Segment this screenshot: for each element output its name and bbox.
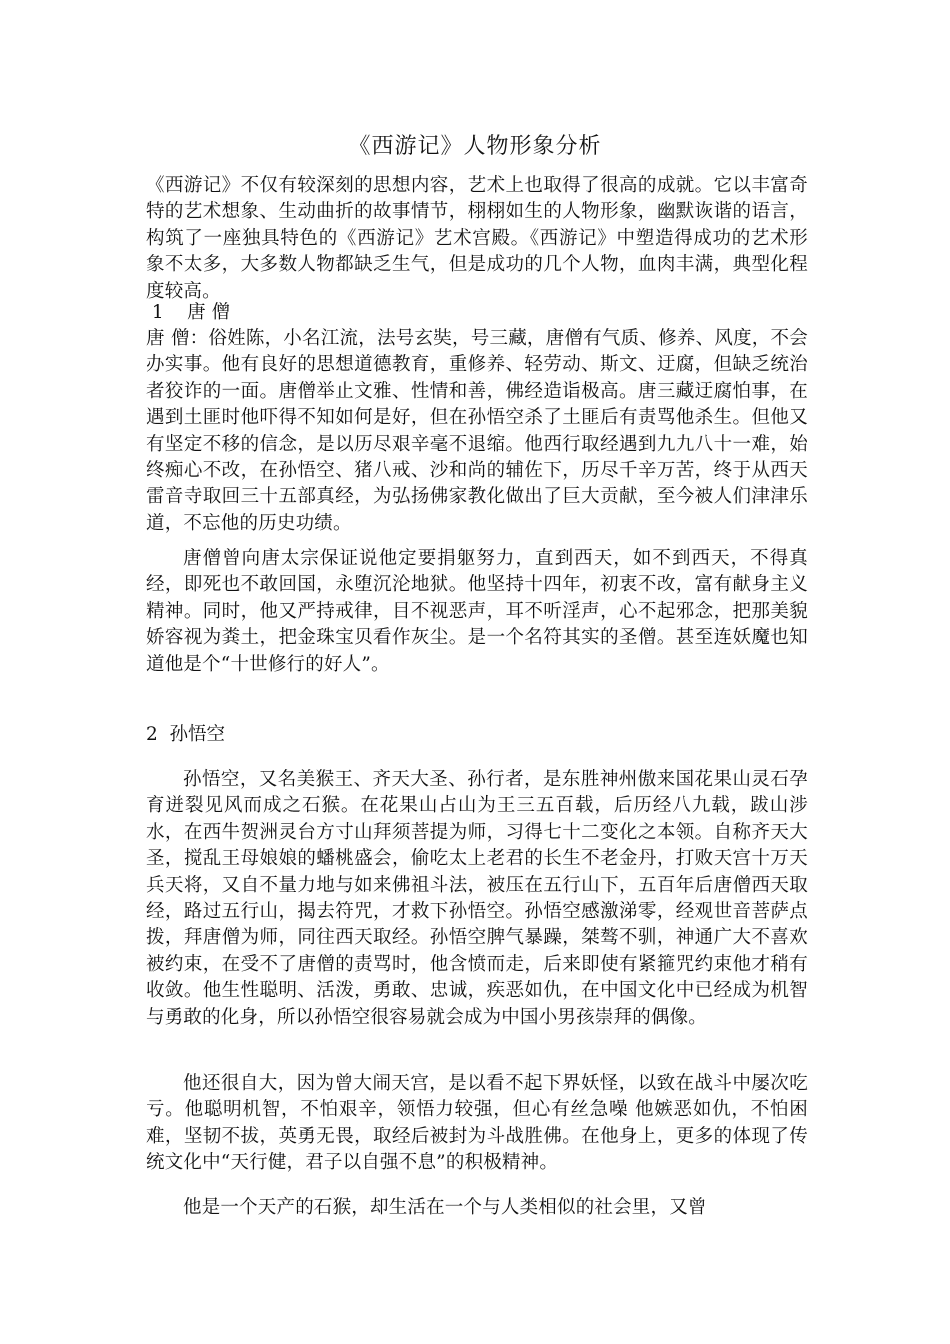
section-heading-sun-wukong: 2 孙悟空 [146,724,226,745]
section-heading-tang-seng: 1 唐 僧 [146,302,231,323]
sun-wukong-paragraph-2: 他还很自大，因为曾大闹天宫，是以看不起下界妖怪，以致在战斗中屡次吃亏。他聪明机智，不怕艰辛，领悟力较强，但心有丝急噪 他嫉恶如仇，不怕困难，坚韧不拔，英勇无畏，取经后被封为斗战胜佛。在他身上，更多的体现了传统文化中“天行健，君子以自强不息”的积极精神。 [146,1073,808,1174]
tang-seng-paragraph-1-text: 俗姓陈，小名江流，法号玄奘，号三藏，唐僧有气质、修养、风度，不会办实事。他有良好的思想道德教育，重修养、轻劳动、斯文、迂腐，但缺乏统治者狡诈的一面。唐僧举止文雅、性情和善，佛经造诣极高。唐三藏迂腐怕事，在遇到土匪时他吓得不知如何是好，但在孙悟空杀了土匪后有责骂他杀生。但他又有坚定不移的信念，是以历尽艰辛毫不退缩。他西行取经遇到九九八十一难，始终痴心不改，在孙悟空、猪八戒、沙和尚的辅佐下，历尽千辛万苦，终于从西天雷音寺取回三十五部真经，为弘扬佛家教化做出了巨大贡献，至今被人们津津乐道，不忘他的历史功绩。 [146,328,808,534]
tang-seng-lead-label: 唐 僧： [146,328,209,349]
document-title: 《西游记》人物形象分析 [348,134,602,159]
sun-wukong-paragraph-3: 他是一个天产的石猴，却生活在一个与人类相似的社会里，又曾 [183,1197,707,1218]
tang-seng-paragraph-1 [146,326,808,537]
intro-paragraph: 《西游记》不仅有较深刻的思想内容，艺术上也取得了很高的成就。它以丰富奇特的艺术想象、生动曲折的故事情节，栩栩如生的人物形象，幽默诙谐的语言，构筑了一座独具特色的《西游记》艺术宫殿。《西游记》中塑造得成功的艺术形象不太多，大多数人物都缺乏生气，但是成功的几个人物，血肉丰满，典型化程度较高。 [146,175,808,302]
tang-seng-paragraph-2: 唐僧曾向唐太宗保证说他定要捐躯努力，直到西天，如不到西天，不得真经，即死也不敢回国，永堕沉沦地狱。他坚持十四年，初衷不改，富有献身主义精神。同时，他又严持戒律，目不视恶声，耳不听淫声，心不起邪念，把那美貌娇容视为粪土，把金珠宝贝看作灰尘。是一个名符其实的圣僧。甚至连妖魔也知道他是个“十世修行的好人”。 [146,548,808,675]
sun-wukong-paragraph-1: 孙悟空，又名美猴王、齐天大圣、孙行者，是东胜神州傲来国花果山灵石孕育迸裂见风而成之石猴。在花果山占山为王三五百载，后历经八九载，跋山涉水，在西牛贺洲灵台方寸山拜须菩提为师，习得七十二变化之本领。自称齐天大圣，搅乱王母娘娘的蟠桃盛会，偷吃太上老君的长生不老金丹，打败天宫十万天兵天将，又自不量力地与如来佛祖斗法，被压在五行山下，五百年后唐僧西天取经，路过五行山，揭去符咒，才救下孙悟空。孙悟空感激涕零，经观世音菩萨点拨，拜唐僧为师，同往西天取经。孙悟空脾气暴躁，桀骜不驯，神通广大不喜欢被约束，在受不了唐僧的责骂时，他含愤而走，后来即使有紧箍咒约束他才稍有收敛。他生性聪明、活泼，勇敢、忠诚，疾恶如仇，在中国文化中已经成为机智与勇敢的化身，所以孙悟空很容易就会成为中国小男孩崇拜的偶像。 [146,769,808,1028]
